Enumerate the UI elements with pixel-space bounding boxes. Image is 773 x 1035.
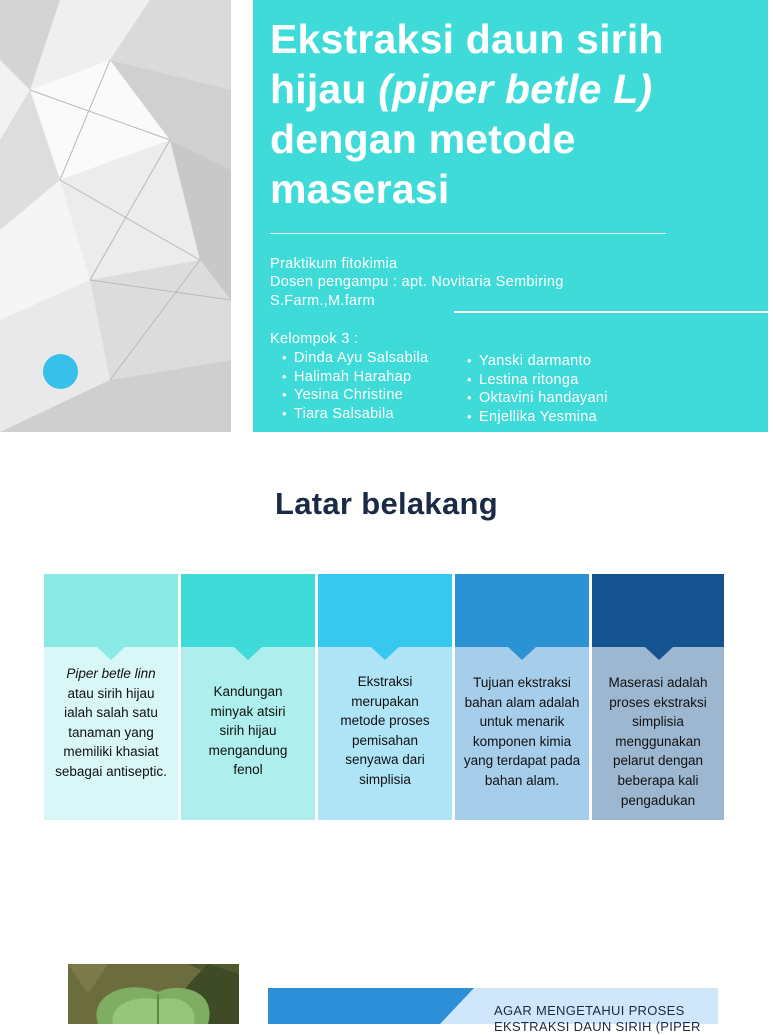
member-item: • Yesina Christine — [282, 386, 428, 405]
box-pointer — [645, 647, 673, 660]
betel-leaf-photo — [68, 964, 239, 1024]
box-header — [44, 574, 178, 647]
lecturer-line1: Dosen pengampu : apt. Novitaria Sembiring — [270, 274, 564, 290]
box-pointer — [371, 647, 399, 660]
box-description: Kandungan minyak atsiri sirih hijau mengandung fenol — [208, 684, 288, 778]
member-item: • Oktavini handayani — [467, 389, 608, 408]
box-description: atau sirih hijau ialah salah satu tanaman yang memiliki khasiat sebagai antiseptic. — [55, 685, 167, 779]
objective-banner — [268, 988, 718, 1034]
section-heading: Latar belakang — [274, 486, 498, 521]
title-slide — [0, 0, 768, 432]
course-name: Praktikum fitokimia — [270, 256, 398, 272]
title-part1: Ekstraksi daun sirih hijau — [270, 16, 664, 112]
slide-title — [270, 14, 730, 214]
geometric-roof-image — [0, 0, 231, 432]
member-item: • Enjellika Yesmina — [467, 408, 608, 427]
box-header — [592, 574, 724, 647]
info-box-5 — [592, 574, 724, 820]
box-pointer — [234, 647, 262, 660]
info-box-3 — [318, 574, 452, 820]
title-part2: dengan metode maserasi — [270, 116, 576, 212]
box-italic-term: Piper betle linn — [66, 666, 156, 681]
box-description: Tujuan ekstraksi bahan alam adalah untuk menarik komponen kimia yang terdapat pada bahan alam. — [463, 675, 581, 788]
box-header — [181, 574, 315, 647]
box-description: Maserasi adalah proses ekstraksi simplisia menggunakan pelarut dengan beberapa kali pengadukan — [608, 675, 708, 808]
member-item: • Dinda Ayu Salsabila — [282, 349, 428, 368]
box-text — [44, 664, 178, 782]
info-box-4 — [455, 574, 589, 820]
title-italic: (piper betle L) — [378, 66, 653, 112]
accent-circle — [43, 354, 78, 389]
box-pointer — [508, 647, 536, 660]
banner-slant — [440, 988, 474, 1024]
banner-block — [268, 988, 440, 1024]
divider-line-right — [454, 311, 768, 313]
architecture-photo — [0, 0, 231, 432]
info-box-1 — [44, 574, 178, 820]
info-box-2 — [181, 574, 315, 820]
group-label: Kelompok 3 : — [270, 331, 359, 347]
member-list-left — [282, 349, 428, 423]
objective-text: AGAR MENGETAHUI PROSES EKSTRAKSI DAUN SIRIH (PIPER — [494, 1003, 701, 1034]
box-header — [455, 574, 589, 647]
divider-line — [270, 233, 666, 234]
member-item: • Tiara Salsabila — [282, 405, 428, 424]
box-header — [318, 574, 452, 647]
lecturer-line2: S.Farm.,M.farm — [270, 293, 375, 309]
member-item: • Halimah Harahap — [282, 368, 428, 387]
member-item: • Yanski darmanto — [467, 352, 608, 371]
member-list-right — [467, 352, 608, 426]
leaf-image — [68, 964, 239, 1024]
member-item: • Lestina ritonga — [467, 371, 608, 390]
box-pointer — [97, 647, 125, 660]
box-description: Ekstraksi merupakan metode proses pemisahan senyawa dari simplisia — [340, 674, 430, 787]
